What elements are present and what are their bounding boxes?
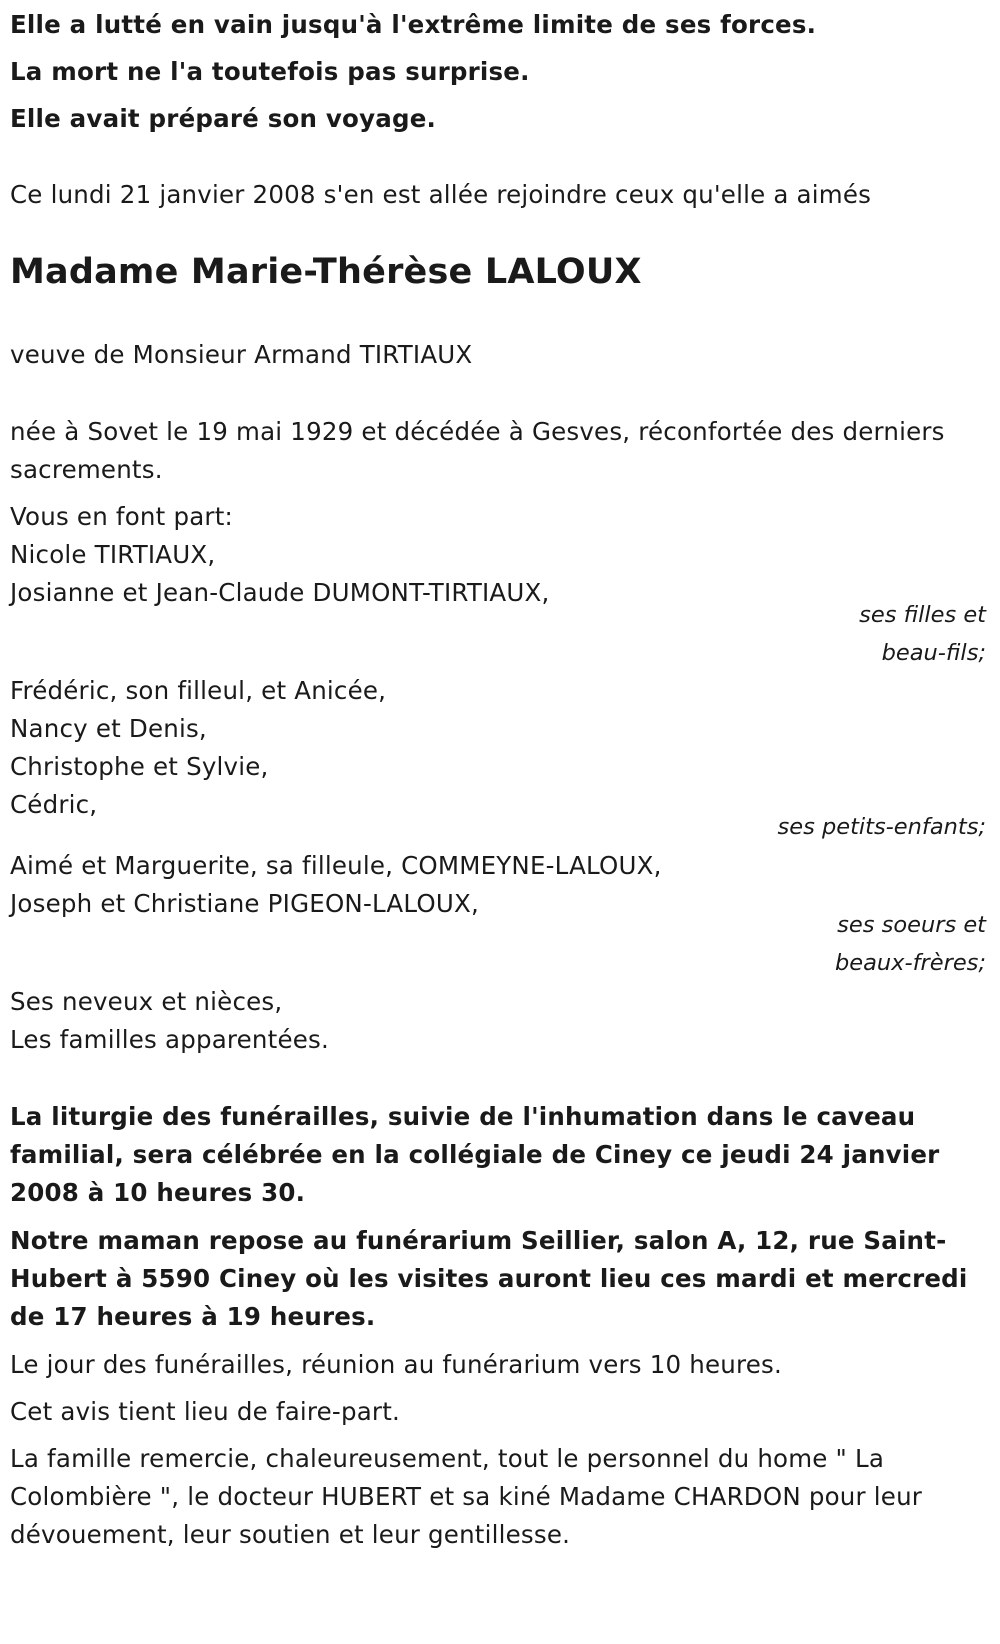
birth-death-line: sacrements. [10, 455, 163, 484]
family-intro: Vous en font part: [10, 502, 233, 531]
relation-label: ses soeurs et [837, 912, 986, 938]
family-member: Ses neveux et nièces, [10, 987, 283, 1016]
visitation-info: Notre maman repose au funérarium Seillier, salon A, 12, rue Saint- [10, 1226, 947, 1255]
relation-label: beaux-frères; [834, 950, 986, 976]
family-member: Les familles apparentées. [10, 1025, 329, 1054]
thanks-text: Colombière ", le docteur HUBERT et sa kiné Madame CHARDON pour leur [10, 1482, 923, 1511]
intro-line: La mort ne l'a toutefois pas surprise. [10, 57, 530, 86]
intro-line: Elle avait préparé son voyage. [10, 104, 437, 133]
visitation-info: de 17 heures à 19 heures. [10, 1302, 376, 1331]
family-member: Christophe et Sylvie, [10, 752, 269, 781]
deceased-name: Madame Marie-Thérèse LALOUX [10, 252, 642, 292]
family-member: Nancy et Denis, [10, 714, 207, 743]
widow-of: veuve de Monsieur Armand TIRTIAUX [10, 340, 473, 369]
thanks-text: dévouement, leur soutien et leur gentillesse. [10, 1520, 571, 1549]
relation-label: beau-fils; [881, 640, 986, 666]
funeral-info: La liturgie des funérailles, suivie de l'inhumation dans le caveau [10, 1102, 916, 1131]
funeral-info: familial, sera célébrée en la collégiale de Ciney ce jeudi 24 janvier [10, 1140, 940, 1169]
family-member: Joseph et Christiane PIGEON-LALOUX, [10, 889, 479, 918]
relation-label: ses petits-enfants; [777, 814, 986, 840]
family-member: Nicole TIRTIAUX, [10, 540, 216, 569]
family-member: Cédric, [10, 790, 98, 819]
intro-line: Elle a lutté en vain jusqu'à l'extrême limite de ses forces. [10, 10, 817, 39]
notice-text: Cet avis tient lieu de faire-part. [10, 1397, 400, 1426]
funeral-info: 2008 à 10 heures 30. [10, 1178, 306, 1207]
birth-death-line: née à Sovet le 19 mai 1929 et décédée à Gesves, réconfortée des derniers [10, 417, 945, 446]
family-member: Josianne et Jean-Claude DUMONT-TIRTIAUX, [10, 578, 550, 607]
visitation-info: Hubert à 5590 Ciney où les visites auront lieu ces mardi et mercredi [10, 1264, 968, 1293]
family-member: Frédéric, son filleul, et Anicée, [10, 676, 387, 705]
relation-label: ses filles et [859, 602, 986, 628]
gathering-info: Le jour des funérailles, réunion au funérarium vers 10 heures. [10, 1350, 782, 1379]
announcement: Ce lundi 21 janvier 2008 s'en est allée rejoindre ceux qu'elle a aimés [10, 180, 872, 209]
family-member: Aimé et Marguerite, sa filleule, COMMEYNE-LALOUX, [10, 851, 662, 880]
thanks-text: La famille remercie, chaleureusement, tout le personnel du home " La [10, 1444, 885, 1473]
